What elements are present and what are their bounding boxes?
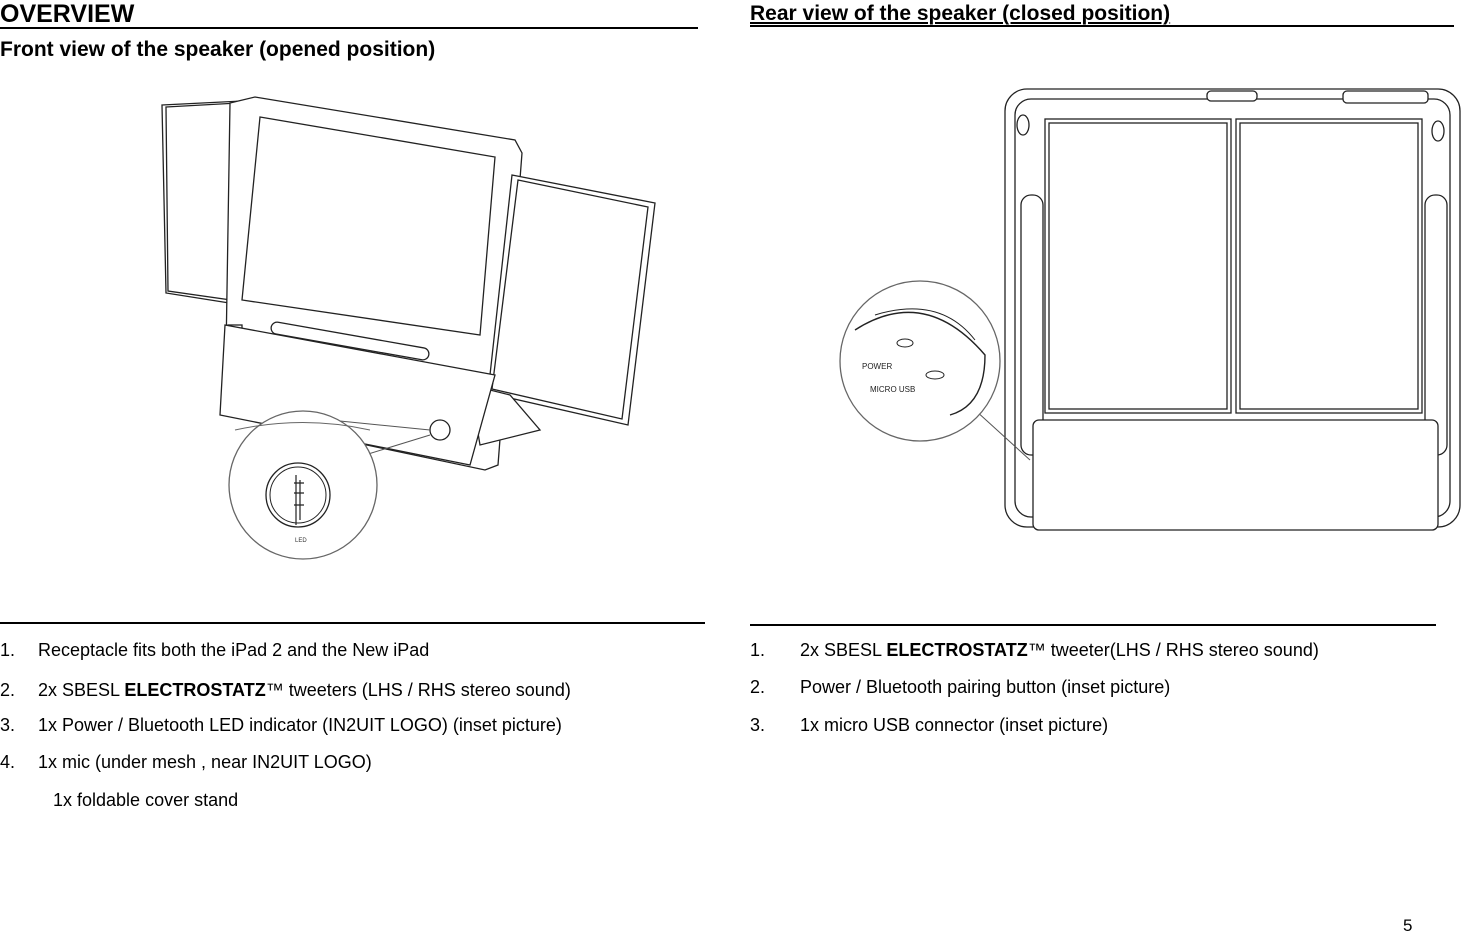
rear-view-speaker-illustration <box>835 85 1463 535</box>
front-view-heading: Front view of the speaker (opened position) <box>0 38 436 61</box>
rear-view-heading: Rear view of the speaker (closed position) <box>750 2 1171 25</box>
overview-heading: OVERVIEW <box>0 0 135 28</box>
divider-mid-left <box>0 622 705 624</box>
front-features-list: 1. Receptacle fits both the iPad 2 and the New iPad 2. 2x SBESL ELECTROSTATZ™ tweeters (LHS / RHS stereo sound) 3. 1x Power / Bluetooth LED indicator (IN2UIT LOGO) (inset picture) 4. 1x mic (under mesh , near IN2UIT LOGO) 1x foldable cover stand <box>0 640 571 810</box>
front-view-speaker-illustration <box>150 85 670 575</box>
power-label: POWER <box>862 362 893 371</box>
led-label: LED <box>295 538 307 544</box>
divider-top-right <box>750 25 1454 27</box>
page-number: 5 <box>1403 916 1413 935</box>
divider-top-left <box>0 27 698 29</box>
rear-features-list: 1. 2x SBESL ELECTROSTATZ™ tweeter(LHS / RHS stereo sound) 2. Power / Bluetooth pairing button (inset picture) 3. 1x micro USB connector (inset picture) <box>750 640 1319 735</box>
divider-mid-right <box>750 624 1436 626</box>
micro-usb-label: MICRO USB <box>870 385 916 394</box>
